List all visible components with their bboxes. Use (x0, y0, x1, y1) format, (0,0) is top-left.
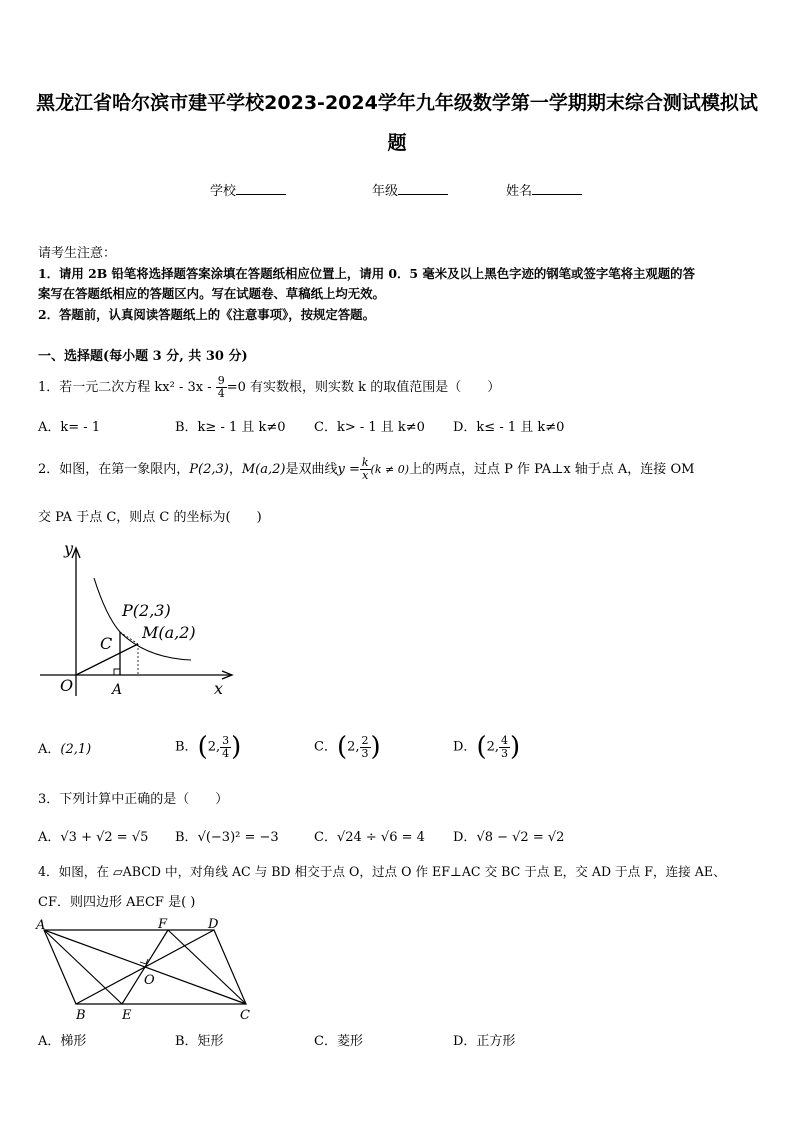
q1-frac-num: 9 (217, 374, 225, 387)
q4-option-d: D．正方形 (453, 1034, 516, 1049)
x-label: x (214, 679, 224, 698)
q2-opt-c-frac (360, 735, 371, 760)
q1-option-c: C．k> - 1 且 k≠0 (314, 420, 425, 435)
q4-option-b: B．矩形 (175, 1034, 224, 1049)
q2-sep: ， (228, 462, 242, 477)
q3-opt-a-expr: √3 + √2 = √5 (60, 830, 149, 845)
q2-opt-d-label: D． (453, 739, 477, 755)
q2-option-a (38, 738, 91, 757)
label-f: F (158, 917, 168, 932)
q2-opt-a-value: (2,1) (60, 742, 92, 757)
q2-opt-b-num: 3 (222, 733, 230, 747)
section1-heading: 一、选择题(每小题 3 分, 共 30 分) (38, 349, 248, 364)
notice-item1-line2: 案写在答题纸相应的答题区内。写在试题卷、草稿纸上均无效。 (38, 286, 385, 301)
q1-option-a: A．k= - 1 (38, 420, 101, 435)
school-field (210, 180, 286, 199)
q2-opt-d-num: 4 (501, 733, 508, 747)
q2-text-c: 上的两点，过点 P 作 PA⊥x 轴于点 A，连接 OM (409, 462, 695, 477)
q1-fraction (216, 375, 227, 400)
document-title-line2: 题 (387, 132, 407, 154)
grade-label: 年级 (372, 184, 399, 199)
q2-hyper-den: x (362, 469, 369, 482)
q2-text-b: 是双曲线 (285, 462, 338, 477)
q2-opt-c-num: 2 (361, 733, 369, 747)
q2-hyper-frac (360, 457, 371, 482)
q3-opt-b-expr: √(−3)² = −3 (197, 830, 279, 845)
name-field (506, 180, 582, 199)
q3-opt-b-label: B． (175, 830, 198, 845)
o-label: O (60, 676, 74, 695)
label-c: C (240, 1008, 250, 1023)
q2-opt-b-frac (220, 735, 231, 760)
q1-option-d: D．k≤ - 1 且 k≠0 (453, 420, 565, 435)
q1-frac-den: 4 (217, 387, 225, 400)
q2-opt-c-label: C． (314, 739, 337, 755)
label-d: D (208, 917, 219, 932)
q4-parallelogram-figure (34, 916, 266, 1026)
q2-option-d: D．(2, $\frac{4}{3}$ ) (453, 732, 521, 762)
q2-hyperbola-figure (36, 536, 236, 702)
label-o: O (144, 973, 155, 988)
label-a: A (36, 918, 46, 933)
q4-stem-line1: 4．如图，在 ▱ABCD 中，对角线 AC 与 BD 相交于点 O，过点 O 作 EF⊥AC 交 BC 于点 E，交 AD 于点 F，连接 AE、 (38, 864, 726, 879)
name-label: 姓名 (506, 184, 533, 199)
q2-text-a: 2．如图，在第一象限内， (38, 462, 190, 477)
grade-field (372, 180, 448, 199)
q3-stem: 3．下列计算中正确的是（ ） (38, 792, 229, 807)
q2-opt-b-den: 4 (222, 746, 230, 760)
q3-opt-c-expr: √24 ÷ √6 = 4 (336, 830, 425, 845)
segment-cf (168, 930, 246, 1004)
q3-opt-a-label: A． (38, 830, 61, 845)
q2-point-m: M(a,2) (241, 462, 286, 477)
document-title-line1: 黑龙江省哈尔滨市建平学校2023-2024学年九年级数学第一学期期末综合测试模拟试 (36, 92, 758, 114)
a-label: A (112, 682, 123, 698)
q3-option-d (453, 826, 564, 845)
q4-stem-line2: CF．则四边形 AECF 是( ) (38, 895, 196, 910)
q3-option-b (175, 826, 279, 845)
q4-option-c: C．菱形 (314, 1034, 363, 1049)
q2-opt-b-label: B． (175, 739, 198, 755)
q2-stem-line2: 交 PA 于点 C，则点 C 的坐标为( ) (38, 510, 262, 525)
q1-prefix: 1．若一元二次方程 kx² - 3x - (38, 380, 212, 395)
q3-option-c (314, 826, 425, 845)
notice-item1-line1: 1．请用 2B 铅笔将选择题答案涂填在答题纸相应位置上，请用 0．5 毫米及以上黑色字迹的钢笔或签字笔将主观题的答 (38, 266, 695, 281)
c-label: C (100, 634, 113, 653)
q1-stem (38, 370, 500, 406)
q2-point-p: P(2,3) (189, 462, 229, 477)
q2-option-b: B．(2, $\frac{3}{4}$ ) (175, 732, 242, 762)
q2-hyper-y: y = (337, 462, 360, 477)
notice-item2: 2．答题前，认真阅读答题纸上的《注意事项》，按规定答题。 (38, 307, 375, 322)
q3-option-a (38, 826, 148, 845)
y-label: y (64, 539, 74, 558)
notice-heading: 请考生注意： (38, 246, 117, 261)
right-angle-mark (114, 669, 120, 675)
segment-ef (122, 930, 168, 1004)
m-label: M(a,2) (142, 623, 196, 642)
q1-option-b: B．k≥ - 1 且 k≠0 (175, 420, 286, 435)
q2-opt-c-int: 2, (347, 739, 360, 755)
q2-opt-d-den: 3 (501, 746, 508, 760)
q2-option-c: C．(2, $\frac{2}{3}$ ) (314, 732, 381, 762)
q2-hyper-cond: (k ≠ 0) (370, 463, 410, 476)
dashed-pm (120, 632, 138, 644)
segment-ae (44, 930, 122, 1004)
q3-opt-c-label: C． (314, 830, 337, 845)
label-b: B (76, 1008, 86, 1023)
school-label: 学校 (210, 184, 237, 199)
p-label: P(2,3) (122, 601, 171, 620)
q2-opt-d-frac (499, 735, 510, 760)
q2-opt-d-int: 2, (486, 739, 499, 755)
label-e: E (122, 1008, 132, 1023)
q2-opt-c-den: 3 (361, 746, 369, 760)
q2-hyper-num: k (361, 456, 369, 469)
q2-opt-a-label: A． (38, 742, 61, 757)
q3-opt-d-expr: √8 − √2 = √2 (476, 830, 565, 845)
q3-opt-d-label: D． (453, 830, 477, 845)
q4-option-a: A．梯形 (38, 1034, 87, 1049)
q2-opt-b-int: 2, (207, 739, 221, 755)
q2-stem-line1 (38, 452, 694, 488)
q1-suffix: =0 有实数根，则实数 k 的取值范围是（ ） (226, 380, 501, 395)
